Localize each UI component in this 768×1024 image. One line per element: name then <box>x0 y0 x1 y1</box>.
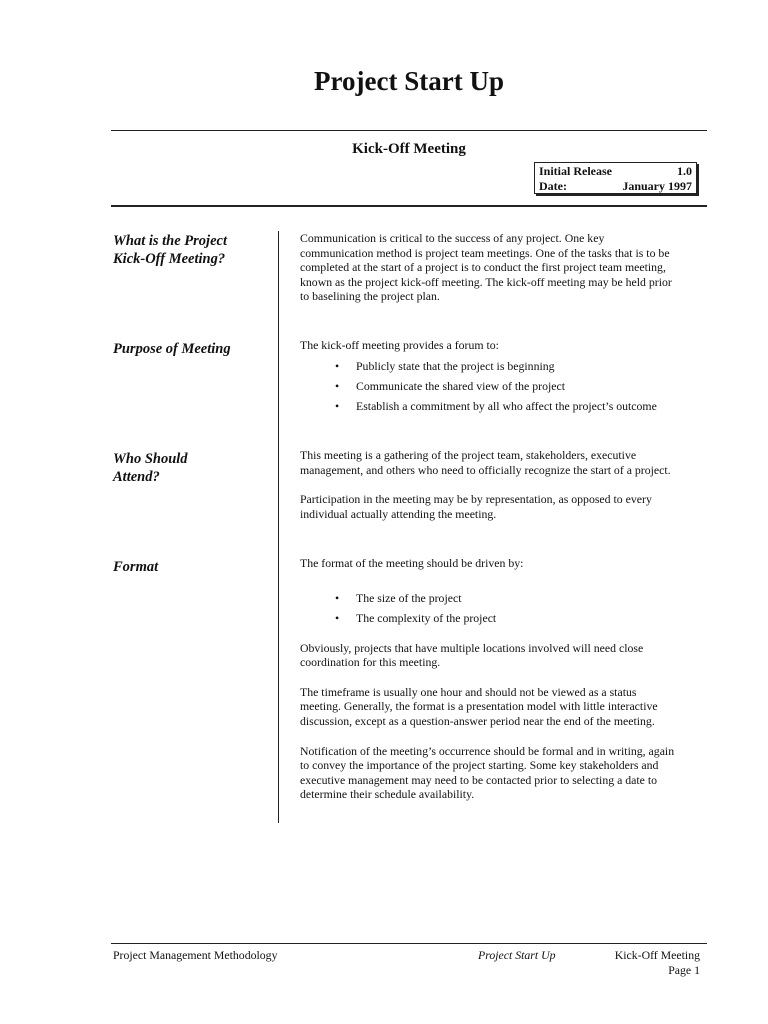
format-body <box>300 556 705 802</box>
text-line: management, and others who need to officially recognize the start of a project. <box>300 462 671 477</box>
text-line: to convey the importance of the project starting. Some key stakeholders and <box>300 758 659 773</box>
release-date: January 1997 <box>622 179 692 193</box>
text-line: discussion, except as a question-answer period near the end of the meeting. <box>300 713 655 728</box>
format-paragraph-3 <box>300 744 705 802</box>
text-line: completed at the start of a project is to conduct the first project team meeting, <box>300 260 666 275</box>
text-line: Notification of the meeting’s occurrence should be formal and in writing, again <box>300 743 675 758</box>
document-title: Project Start Up <box>314 66 504 96</box>
format-paragraph-1 <box>300 641 705 670</box>
release-date-label: Date: <box>539 179 567 193</box>
text-line: communication method is project team meetings. One of the tasks that is to be <box>300 245 670 260</box>
bullet-icon: • <box>335 358 340 373</box>
bullet-icon: • <box>335 398 340 413</box>
what-heading-line2: Kick-Off Meeting? <box>113 251 226 267</box>
text-line: meeting. Generally, the format is a presentation model with little interactive <box>300 699 658 714</box>
footer-section: Kick-Off Meeting <box>614 948 700 962</box>
footer-right <box>560 948 700 978</box>
text-line: Communication is critical to the success of any project. One key <box>300 231 605 245</box>
what-body <box>300 231 705 304</box>
release-version: 1.0 <box>677 164 692 178</box>
list-item <box>300 356 705 376</box>
purpose-heading: Purpose of Meeting <box>113 341 231 357</box>
header-rule-top <box>111 130 707 131</box>
attend-heading <box>113 450 273 486</box>
release-label: Initial Release <box>539 164 612 178</box>
bullet-icon: • <box>335 378 340 393</box>
list-item <box>300 608 705 628</box>
list-item-text: The size of the project <box>356 590 462 605</box>
column-divider <box>278 231 279 823</box>
list-item <box>300 588 705 608</box>
attend-body <box>300 448 705 521</box>
text-line: The timeframe is usually one hour and should not be viewed as a status <box>300 684 637 699</box>
purpose-body <box>300 338 705 416</box>
list-item <box>300 396 705 416</box>
format-intro: The format of the meeting should be driven by: <box>300 556 524 570</box>
list-item-text: The complexity of the project <box>356 610 497 625</box>
what-heading <box>113 232 273 268</box>
footer-center: Project Start Up <box>478 948 556 962</box>
text-line: determine their schedule availability. <box>300 787 475 802</box>
format-list <box>300 588 705 628</box>
text-line: coordination for this meeting. <box>300 655 441 670</box>
text-line: to baselining the project plan. <box>300 289 440 304</box>
text-line: executive management may need to be contacted prior to selecting a date to <box>300 772 658 787</box>
list-item-text: Publicly state that the project is beginning <box>356 358 555 373</box>
format-paragraph-2 <box>300 685 705 729</box>
attend-heading-line1: Who Should <box>113 451 188 467</box>
attend-heading-line2: Attend? <box>113 469 160 485</box>
purpose-list <box>300 356 705 416</box>
purpose-intro: The kick-off meeting provides a forum to: <box>300 338 499 352</box>
what-heading-line1: What is the Project <box>113 233 227 249</box>
list-item <box>300 376 705 396</box>
footer-rule <box>111 943 707 944</box>
attend-paragraph-2 <box>300 492 705 521</box>
section-subtitle: Kick-Off Meeting <box>352 141 466 157</box>
bullet-icon: • <box>335 590 340 605</box>
footer-left: Project Management Methodology <box>113 948 278 962</box>
text-line: Participation in the meeting may be by representation, as opposed to every <box>300 492 652 507</box>
header-rule-bottom <box>111 205 707 207</box>
list-item-text: Establish a commitment by all who affect the project’s outcome <box>356 398 657 413</box>
text-line: This meeting is a gathering of the project team, stakeholders, executive <box>300 448 637 462</box>
attend-paragraph-1 <box>300 448 705 477</box>
release-info-box <box>534 162 697 194</box>
page-number: Page 1 <box>668 963 700 977</box>
list-item-text: Communicate the shared view of the project <box>356 378 565 393</box>
bullet-icon: • <box>335 610 340 625</box>
text-line: known as the project kick-off meeting. The kick-off meeting may be held prior <box>300 274 672 289</box>
text-line: individual actually attending the meeting. <box>300 506 497 521</box>
text-line: Obviously, projects that have multiple locations involved will need close <box>300 640 644 655</box>
format-heading: Format <box>113 559 159 575</box>
